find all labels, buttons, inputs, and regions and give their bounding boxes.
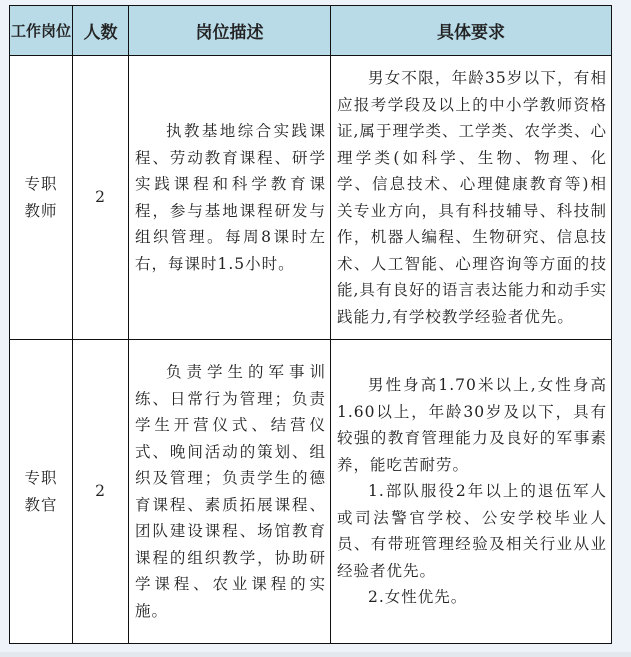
requirement-paragraph: 男性身高1.70米以上,女性身高1.60以上，年龄30岁及以下，具有较强的教育管理能力及良好的军事素养，能吃苦耐劳。	[337, 376, 607, 474]
job-requirements-table	[9, 5, 612, 644]
requirement-paragraph: 男女不限，年龄35岁以下，有相应报考学段及以上的中小学教师资格证,属于理学类、工学类、农学类、心理学类(如科学、生物、物理、化学、信息技术、心理健康教育等)相关专业方向，具有科技辅导、科技制作，机器人编程、生物研究、信息技术、人工智能、心理咨询等方面的技能,具有良好的语言表达能力和动手实践能力,有学校教学经验者优先。	[337, 69, 607, 326]
header-position: 工作岗位	[10, 6, 73, 56]
table-row	[10, 340, 612, 644]
description-cell: 负责学生的军事训练、日常行为管理；负责学生开营仪式、结营仪式、晚间活动的策划、组织及管理；负责学生的德育课程、素质拓展课程、团队建设课程、场馆教育课程的组织教学，协助研学课程、农业课程的实施。	[129, 340, 331, 644]
position-cell: 专职教官	[10, 340, 73, 644]
header-description: 岗位描述	[129, 6, 331, 56]
requirement-paragraph: 1.部队服役2年以上的退伍军人或司法警官学校、公安学校毕业人员、有带班管理经验及相关行业从业经验者优先。	[337, 482, 607, 580]
table-row	[10, 56, 612, 340]
requirements-cell	[331, 56, 612, 340]
header-row	[10, 6, 612, 56]
count-cell: 2	[73, 56, 129, 340]
header-requirements: 具体要求	[331, 6, 612, 56]
header-count: 人数	[73, 6, 129, 56]
count-cell: 2	[73, 340, 129, 644]
description-cell: 执教基地综合实践课程、劳动教育课程、研学实践课程和科学教育课程，参与基地课程研发与组织管理。每周8课时左右，每课时1.5小时。	[129, 56, 331, 340]
requirements-cell	[331, 340, 612, 644]
page-bottom-strip	[0, 652, 631, 657]
requirement-paragraph: 2.女性优先。	[368, 588, 468, 607]
position-cell: 专职教师	[10, 56, 73, 340]
